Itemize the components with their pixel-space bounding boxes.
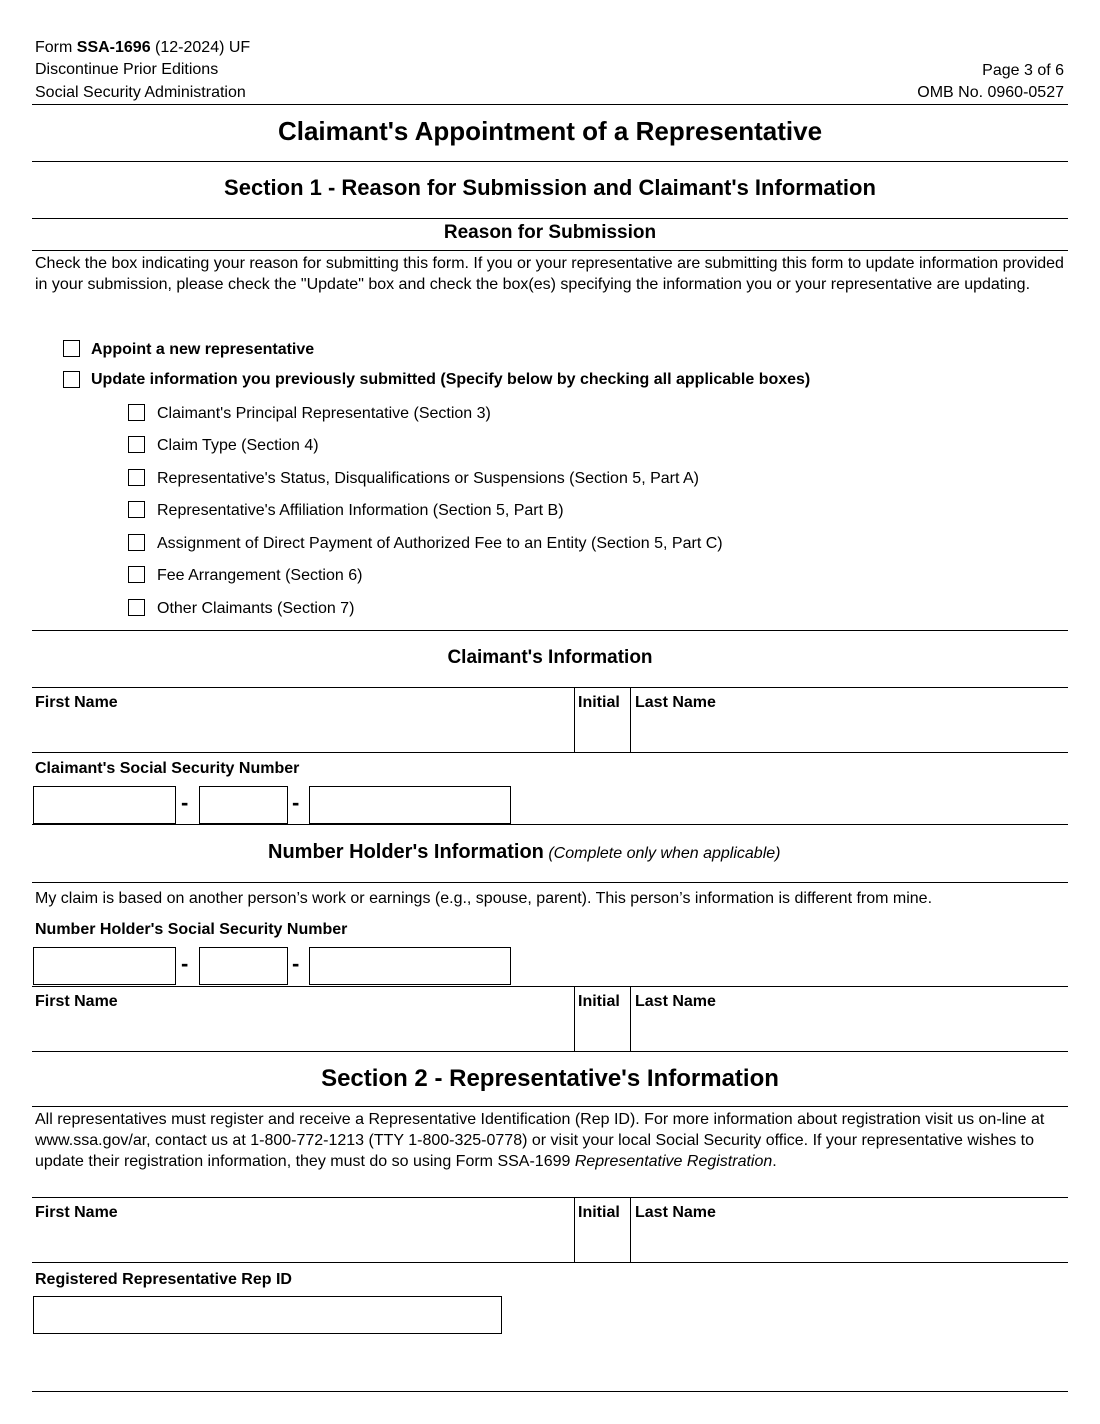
divider xyxy=(32,1106,1068,1107)
fee-arrangement-label: Fee Arrangement (Section 6) xyxy=(157,567,363,584)
ssn-dash: - xyxy=(292,951,300,976)
divider xyxy=(630,1197,631,1262)
divider xyxy=(630,986,631,1051)
claimant-info-title: Claimant's Information xyxy=(447,647,653,668)
number-holder-first-name-label: First Name xyxy=(35,993,118,1010)
claim-type-label: Claim Type (Section 4) xyxy=(157,437,319,454)
divider xyxy=(630,687,631,752)
rep-last-name-label: Last Name xyxy=(635,1204,716,1221)
divider xyxy=(32,687,1068,688)
number-holder-ssn-part2-input[interactable] xyxy=(199,947,288,985)
other-claimants-label: Other Claimants (Section 7) xyxy=(157,600,355,617)
claim-type-checkbox[interactable] xyxy=(128,436,145,453)
new-representative-label: Appoint a new representative xyxy=(91,341,315,358)
rep-id-input[interactable] xyxy=(33,1296,502,1334)
divider xyxy=(32,630,1068,631)
number-holder-initial-label: Initial xyxy=(578,993,620,1010)
rep-last-name-input[interactable] xyxy=(632,1224,1066,1260)
agency-name: Social Security Administration xyxy=(35,84,246,101)
divider xyxy=(574,687,575,752)
claimant-first-name-label: First Name xyxy=(35,694,118,711)
ssn-dash: - xyxy=(292,790,300,815)
rep-affiliation-checkbox[interactable] xyxy=(128,501,145,518)
section2-paragraph-end: . xyxy=(772,1153,777,1170)
divider xyxy=(32,986,1068,987)
update-info-label: Update information you previously submitted (Specify below by checking all applicable boxes) xyxy=(91,371,811,388)
fee-assignment-checkbox[interactable] xyxy=(128,534,145,551)
rep-id-label: Registered Representative Rep ID xyxy=(35,1271,292,1288)
claimant-initial-label: Initial xyxy=(578,694,620,711)
page-number: Page 3 of 6 xyxy=(982,62,1064,79)
claimant-ssn-part2-input[interactable] xyxy=(199,786,288,824)
claimant-ssn-part3-input[interactable] xyxy=(309,786,511,824)
number-holder-first-name-input[interactable] xyxy=(36,1013,572,1049)
rep-initial-input[interactable] xyxy=(576,1224,628,1260)
rep-initial-label: Initial xyxy=(578,1204,620,1221)
rep-status-label: Representative's Status, Disqualifications or Suspensions (Section 5, Part A) xyxy=(157,470,699,487)
principal-rep-checkbox[interactable] xyxy=(128,404,145,421)
rep-first-name-input[interactable] xyxy=(36,1224,572,1260)
number-holder-ssn-part1-input[interactable] xyxy=(33,947,176,985)
divider xyxy=(32,218,1068,219)
claimant-initial-input[interactable] xyxy=(576,714,628,750)
section1-title: Section 1 - Reason for Submission and Claimant's Information xyxy=(224,175,876,200)
other-claimants-checkbox[interactable] xyxy=(128,599,145,616)
divider xyxy=(574,986,575,1051)
section2-paragraph-text: All representatives must register and receive a Representative Identification (Rep ID). For more information about registration visit us on-line at www.ssa.gov/ar, contact us at 1-800-772-1213 (TTY 1-800-325-0778) or visit your local Social Security office. If your representative wishes to update their registration information, they must do so using Form SSA-1699 xyxy=(35,1111,1045,1170)
claimant-first-name-input[interactable] xyxy=(36,714,572,750)
reason-instructions: Check the box indicating your reason for submitting this form. If you or your representative are submitting this form to update information provided in your submission, please check the "Update" box and check the box(es) specifying the information you or your representative are updating. xyxy=(35,255,1064,293)
divider xyxy=(574,1197,575,1262)
form-title: Claimant's Appointment of a Representative xyxy=(277,116,823,146)
number-holder-last-name-input[interactable] xyxy=(632,1013,1066,1049)
section2-form-name: Representative Registration xyxy=(574,1153,773,1170)
divider xyxy=(32,1197,1068,1198)
form-id xyxy=(35,37,250,59)
divider xyxy=(32,1051,1068,1052)
number-holder-title: Number Holder's Information xyxy=(268,841,544,863)
ssn-dash: - xyxy=(181,790,189,815)
editions-note: Discontinue Prior Editions xyxy=(35,61,219,78)
divider xyxy=(32,1391,1068,1392)
divider xyxy=(32,250,1068,251)
claimant-ssn-label: Claimant's Social Security Number xyxy=(35,760,300,777)
number-holder-ssn-label: Number Holder's Social Security Number xyxy=(35,921,348,938)
form-suffix: (12-2024) UF xyxy=(150,39,251,56)
omb-number: OMB No. 0960-0527 xyxy=(917,84,1064,101)
update-info-checkbox[interactable] xyxy=(63,371,80,388)
number-holder-statement: My claim is based on another person’s work or earnings (e.g., spouse, parent). This person’s information is different from mine. xyxy=(35,890,933,907)
divider xyxy=(32,1262,1068,1263)
number-holder-initial-input[interactable] xyxy=(576,1013,628,1049)
number-holder-note: (Complete only when applicable) xyxy=(548,845,781,862)
form-prefix: Form xyxy=(35,39,73,56)
divider xyxy=(32,752,1068,753)
claimant-last-name-label: Last Name xyxy=(635,694,716,711)
fee-arrangement-checkbox[interactable] xyxy=(128,566,145,583)
section2-title: Section 2 - Representative's Information xyxy=(321,1065,779,1092)
claimant-last-name-input[interactable] xyxy=(632,714,1066,750)
reason-title: Reason for Submission xyxy=(443,222,657,243)
rep-first-name-label: First Name xyxy=(35,1204,118,1221)
number-holder-ssn-part3-input[interactable] xyxy=(309,947,511,985)
divider xyxy=(32,824,1068,825)
number-holder-heading xyxy=(268,841,780,864)
divider xyxy=(32,882,1068,883)
divider xyxy=(32,104,1068,105)
fee-assignment-label: Assignment of Direct Payment of Authorized Fee to an Entity (Section 5, Part C) xyxy=(157,535,723,552)
ssn-dash: - xyxy=(181,951,189,976)
rep-status-checkbox[interactable] xyxy=(128,469,145,486)
principal-rep-label: Claimant's Principal Representative (Section 3) xyxy=(157,405,491,422)
claimant-ssn-part1-input[interactable] xyxy=(33,786,176,824)
divider xyxy=(32,161,1068,162)
form-number: SSA-1696 xyxy=(76,39,151,56)
new-representative-checkbox[interactable] xyxy=(63,340,80,357)
rep-affiliation-label: Representative's Affiliation Information (Section 5, Part B) xyxy=(157,502,564,519)
number-holder-last-name-label: Last Name xyxy=(635,993,716,1010)
section2-paragraph xyxy=(35,1109,1065,1172)
